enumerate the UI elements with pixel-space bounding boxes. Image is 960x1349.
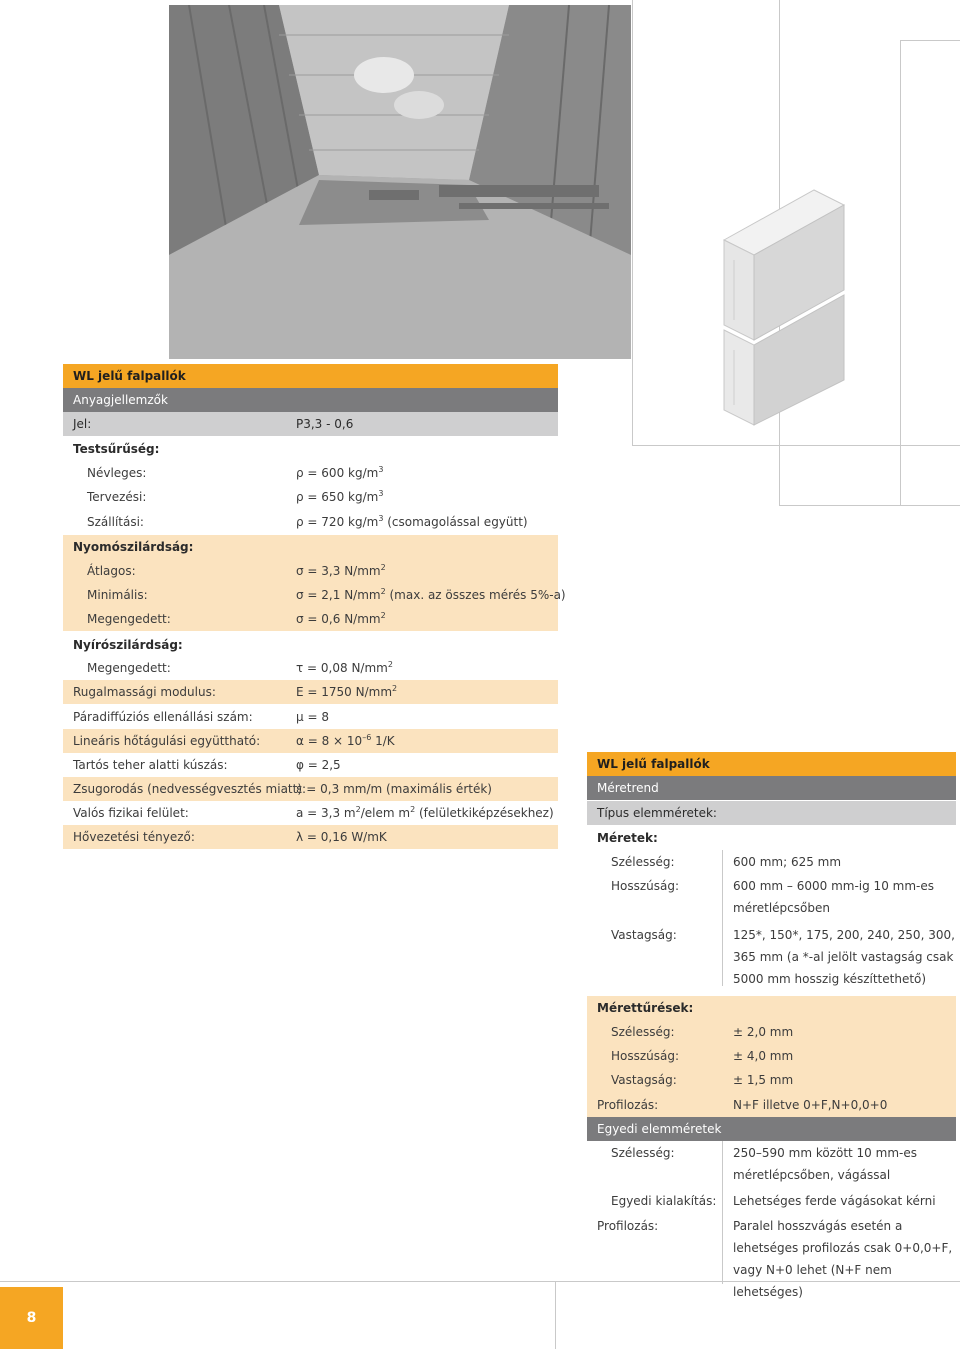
tur-vastagsag-value: ± 1,5 mm: [733, 1073, 794, 1087]
warehouse-photo: [169, 5, 631, 359]
table-title-row: [587, 752, 956, 776]
tipus-row: [587, 801, 956, 825]
meretek-header-row: [587, 826, 956, 850]
rugalmassagi-value: E = 1750 $N/mm^2$: [296, 684, 398, 699]
tur-szelesseg-label: Szélesség:: [611, 1025, 675, 1039]
table-row: [587, 924, 956, 990]
table-title-row: [63, 364, 558, 388]
table-row: [63, 461, 558, 485]
profilozas-value: N+F illetve 0+F,N+0,0+0: [733, 1098, 888, 1112]
grid-line: [632, 0, 633, 445]
egy-profilozas-label: Profilozás:: [597, 1219, 659, 1233]
table-title: WL jelű falpallók: [73, 369, 186, 383]
nevleges-value: ρ = 600 $kg/m^3$: [296, 465, 384, 480]
jel-label: Jel:: [73, 417, 92, 431]
jel-row: [63, 412, 558, 436]
table-row: [587, 1044, 956, 1068]
shear-header-row: [63, 633, 558, 657]
tur-vastagsag-label: Vastagság:: [611, 1073, 677, 1087]
jel-value: P3,3 - 0,6: [296, 417, 354, 431]
product-image: [694, 180, 854, 430]
szallitasi-value: ρ = 720 $kg/m^3$ (csomagolással együtt): [296, 514, 528, 529]
table-row: [63, 607, 558, 631]
table-row: [63, 559, 558, 583]
table-row: [587, 1068, 956, 1092]
profilozas-label: Profilozás:: [597, 1098, 659, 1112]
grid-line: [900, 40, 960, 41]
tervezesi-value: ρ = 650 $kg/m^3$: [296, 489, 384, 504]
table-row: [63, 729, 558, 753]
table-row: [63, 753, 558, 777]
grid-line: [779, 505, 960, 506]
table-row: [63, 510, 558, 534]
szelesseg-value: 600 mm; 625 mm: [733, 855, 842, 869]
meretturesek-header: Mérettűrések:: [597, 1001, 694, 1015]
table-row: [63, 825, 558, 849]
table-row: [63, 656, 558, 680]
density-header: Testsűrűség:: [73, 442, 160, 456]
shear-megengedett-value: τ = 0,08 $N/mm^2$: [296, 660, 393, 675]
table-subtitle-row: [63, 388, 558, 412]
grid-line: [900, 40, 901, 505]
hosszusag-label: Hosszúság:: [611, 879, 680, 893]
meretturesek-header-row: [587, 996, 956, 1020]
tur-szelesseg-value: ± 2,0 mm: [733, 1025, 794, 1039]
tipus-label: Típus elemméretek:: [597, 806, 717, 820]
valos-label: Valós fizikai felület:: [73, 806, 189, 820]
linearis-value: $\alpha = 8 \times 10^{-6}$ 1/K: [296, 733, 395, 748]
table-row: [587, 1215, 956, 1299]
minimalis-label: Minimális:: [87, 588, 148, 602]
page-number: 8: [0, 1287, 63, 1349]
tur-hosszusag-value: ± 4,0 mm: [733, 1049, 794, 1063]
table-row: [587, 850, 956, 874]
egyedi-header: Egyedi elemméretek: [597, 1122, 722, 1136]
table-row: [587, 875, 956, 921]
egy-kialakitas-value: Lehetséges ferde vágásokat kérni: [733, 1194, 936, 1208]
shear-megengedett-label: Megengedett:: [87, 661, 171, 675]
density-header-row: [63, 437, 558, 461]
table-row: [587, 1190, 956, 1214]
meretek-header: Méretek:: [597, 831, 658, 845]
egyedi-header-row: [587, 1117, 956, 1141]
tartos-value: φ = 2,5: [296, 758, 341, 772]
grid-line: [632, 445, 960, 446]
zsugorodas-label: Zsugorodás (nedvességvesztés miatt):: [73, 782, 307, 796]
shear-header: Nyírószilárdság:: [73, 638, 183, 652]
hovezetesi-label: Hővezetési tényező:: [73, 830, 195, 844]
valos-value: a = 3,3 $m^2$/elem $m^2$ (felületkiképzésekhez): [296, 805, 554, 820]
szallitasi-label: Szállítási:: [87, 515, 144, 529]
paradiff-label: Páradiffúziós ellenállási szám:: [73, 710, 253, 724]
megengedett-label: Megengedett:: [87, 612, 171, 626]
szelesseg-label: Szélesség:: [611, 855, 675, 869]
vastagsag-label: Vastagság:: [611, 928, 677, 942]
atlagos-label: Átlagos:: [87, 564, 136, 578]
paradiff-value: μ = 8: [296, 710, 329, 724]
compress-header-row: [63, 535, 558, 559]
table-subtitle-row: [587, 776, 956, 800]
table-row: [63, 705, 558, 729]
linearis-label: Lineáris hőtágulási együttható:: [73, 734, 261, 748]
tartos-label: Tartós teher alatti kúszás:: [73, 758, 228, 772]
hosszusag-value: 600 mm – 6000 mm-ig 10 mm-es méretlépcsőben: [733, 879, 934, 915]
table-row: [63, 680, 558, 704]
table-row: [587, 1020, 956, 1044]
grid-line: [555, 1281, 556, 1349]
tervezesi-label: Tervezési:: [87, 490, 147, 504]
table-title: WL jelű falpallók: [597, 757, 710, 771]
table-subtitle: Méretrend: [597, 781, 659, 795]
egy-szelesseg-label: Szélesség:: [611, 1146, 675, 1160]
atlagos-value: σ = 3,3 $N/mm^2$: [296, 563, 386, 578]
table-row: [587, 1142, 956, 1188]
table-row: [63, 583, 566, 607]
table-row: [63, 777, 558, 801]
table-row: [63, 485, 558, 509]
egy-profilozas-value: Paralel hosszvágás esetén a lehetséges profilozás csak 0+0,0+F, vagy N+0 lehet (N+F nem lehetséges): [733, 1219, 953, 1299]
table-subtitle: Anyagjellemzők: [73, 393, 168, 407]
table-row: [587, 1093, 956, 1117]
table-row: [63, 801, 558, 825]
compress-header: Nyomószilárdság:: [73, 540, 194, 554]
tur-hosszusag-label: Hosszúság:: [611, 1049, 680, 1063]
nevleges-label: Névleges:: [87, 466, 147, 480]
egy-kialakitas-label: Egyedi kialakítás:: [611, 1194, 717, 1208]
zsugorodas-value: ε = 0,3 mm/m (maximális érték): [296, 782, 492, 796]
minimalis-value: σ = 2,1 $N/mm^2$ (max. az összes mérés 5%-a): [296, 587, 566, 602]
egy-szelesseg-value: 250–590 mm között 10 mm-es méretlépcsőben, vágással: [733, 1146, 917, 1182]
rugalmassagi-label: Rugalmassági modulus:: [73, 685, 216, 699]
hovezetesi-value: λ = 0,16 W/mK: [296, 830, 387, 844]
megengedett-value: σ = 0,6 $N/mm^2$: [296, 611, 386, 626]
vastagsag-value: 125*, 150*, 175, 200, 240, 250, 300, 365 mm (a *-al jelölt vastagság csak 5000 mm hosszig készíttethető): [733, 928, 955, 986]
